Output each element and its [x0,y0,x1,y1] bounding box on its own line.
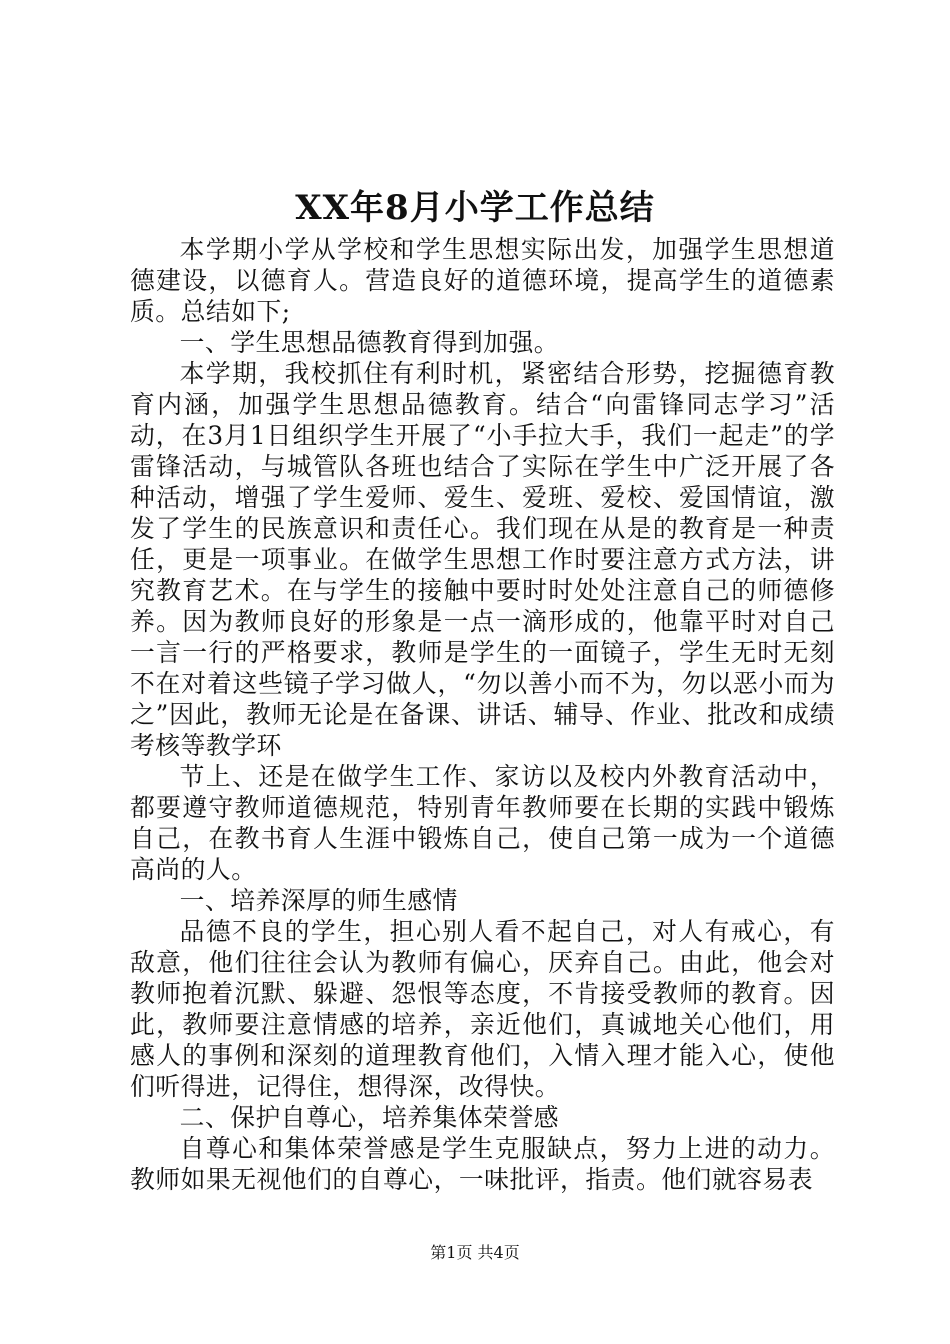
document-title: XX年8月小学工作总结 [295,188,655,228]
paragraph-teacher-student-bond: 品德不良的学生，担心别人看不起自己，对人有戒心，有敌意，他们往往会认为教师有偏心，厌弃自己。由此，他会对教师抱着沉默、躲避、怨恨等态度，不肯接受教师的教育。因此，教师要注意情感的培养，亲近他们，真诚地关心他们，用感人的事例和深刻的道理教育他们，入情入理才能入心，使他们听得进，记得住，想得深，改得快。 [130,917,835,1101]
document-body [130,234,835,1195]
paragraph-teacher-conduct: 节上、还是在做学生工作、家访以及校内外教育活动中，都要遵守教师道德规范，特别青年教师要在长期的实践中锻炼自己，在教书育人生涯中锻炼自己，使自己第一成为一个道德高尚的人。 [130,762,835,884]
paragraph-moral-education: 本学期，我校抓住有利时机，紧密结合形势，挖掘德育教育内涵，加强学生思想品德教育。结合“向雷锋同志学习”活动，在3月1日组织学生开展了“小手拉大手，我们一起走”的学雷锋活动，与城管队各班也结合了实际在学生中广泛开展了各种活动，增强了学生爱师、爱生、爱班、爱校、爱国情谊，激发了学生的民族意识和责任心。我们现在从是的教育是一种责任，更是一项事业。在做学生思想工作时要注意方式方法，讲究教育艺术。在与学生的接触中要时时处处注意自己的师德修养。因为教师良好的形象是一点一滴形成的，他靠平时对自己一言一行的严格要求，教师是学生的一面镜子，学生无时无刻不在对着这些镜子学习做人，“勿以善小而不为，勿以恶小而为之”因此，教师无论是在备课、讲话、辅导、作业、批改和成绩考核等教学环 [130,359,835,760]
section-heading-3: 二、保护自尊心，培养集体荣誉感 [179,1103,560,1132]
section-heading-1: 一、学生思想品德教育得到加强。 [179,328,560,357]
section-heading-2: 一、培养深厚的师生感情 [179,886,458,915]
paragraph-intro: 本学期小学从学校和学生思想实际出发，加强学生思想道德建设，以德育人。营造良好的道德环境，提高学生的道德素质。总结如下; [130,235,835,326]
page-footer: 第1页 共4页 [430,1243,520,1262]
paragraph-self-esteem: 自尊心和集体荣誉感是学生克服缺点，努力上进的动力。教师如果无视他们的自尊心，一味批评，指责。他们就容易表 [130,1134,835,1194]
